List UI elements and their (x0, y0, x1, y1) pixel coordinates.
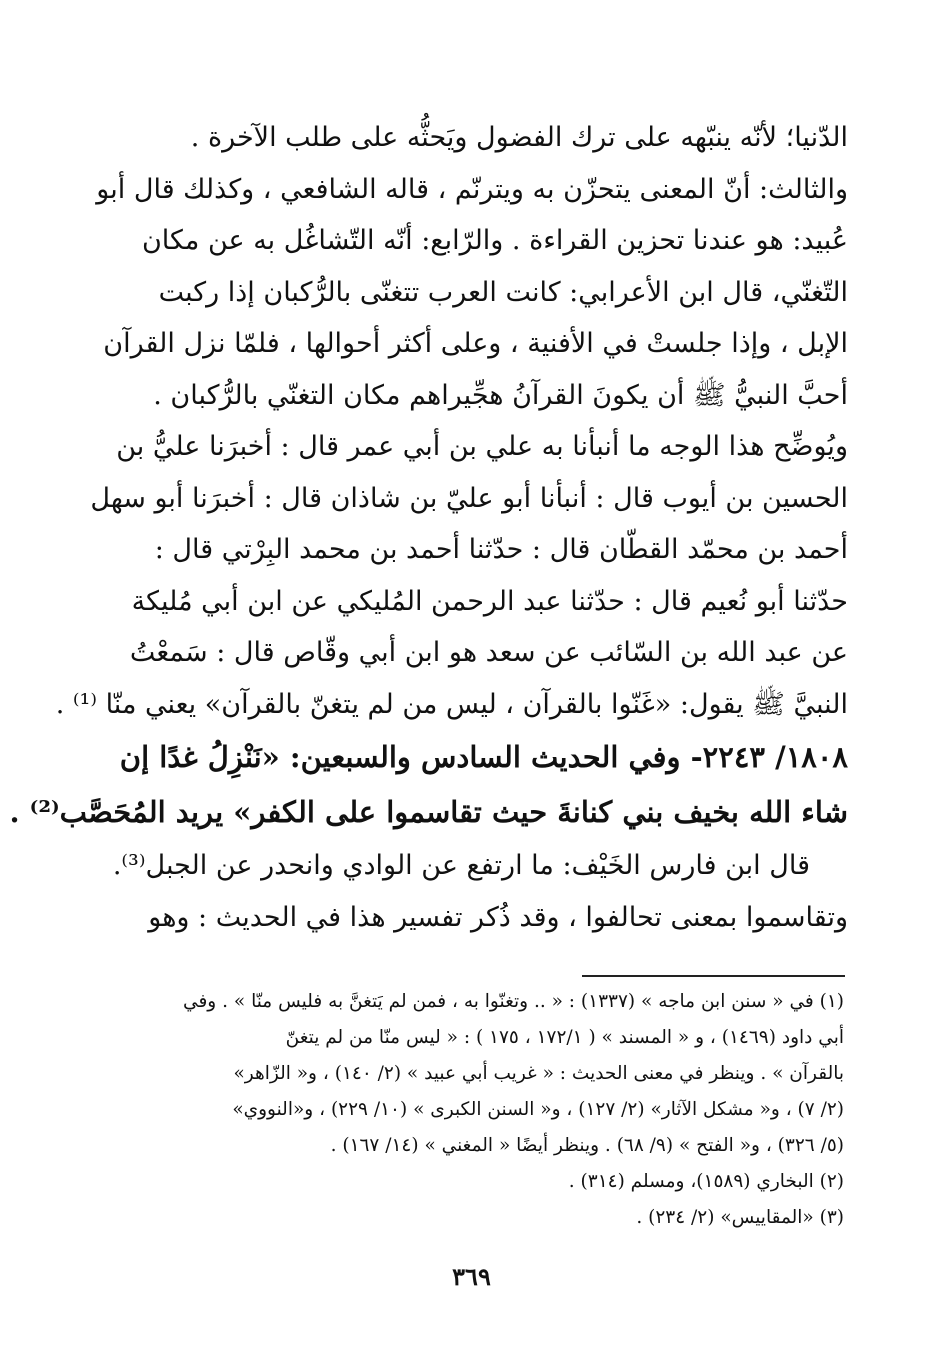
text-line: أحمد بن محمّد القطّان قال : حدّثنا أحمد بن محمد البِرْتي قال : (154, 534, 848, 565)
text-line: عن عبد الله بن السّائب عن سعد هو ابن أبي وقّاص قال : سَمعْتُ (129, 637, 848, 668)
footnote-line: (١) في « سنن ابن ماجه » (١٣٣٧) : « .. وتغنّوا به ، فمن لم يَتغنَّ به فليس منّا » . وفي (183, 991, 844, 1012)
text-line: الدّنيا؛ لأنّه ينبّهه على ترك الفضول ويَحثُّه على طلب الآخرة . (190, 122, 848, 153)
main-text (9, 112, 848, 943)
text-line: قال ابن فارس الخَيْف: ما ارتفع عن الوادي وانحدر عن الجبل⁽³⁾. (112, 850, 810, 881)
footnote-separator (582, 975, 845, 977)
text-line: أحبَّ النبيُّ ﷺ أن يكونَ القرآنُ هجِّيراهم مكان التغنّي بالرُّكبان . (153, 379, 848, 411)
text-line: عُبيد: هو عندنا تحزين القراءة . والرّابع: أنّه التّشاغُل به عن مكان (141, 225, 848, 256)
hadith-heading-line: شاء الله بخيف بني كنانةَ حيث تقاسموا على الكفر» يريد المُحَصَّب⁽²⁾ . (9, 795, 848, 829)
text-line: ويُوضِّح هذا الوجه ما أنبأنا به علي بن أبي عمر قال : أخبرَنا عليُّ بن (116, 431, 848, 462)
text-line: وتقاسموا بمعنى تحالفوا ، وقد ذُكر تفسير هذا في الحديث : وهو (148, 901, 848, 933)
text-line: النبيَّ ﷺ يقول: «غَنّوا بالقرآن ، ليس من لم يتغنّ بالقرآن» يعني منّا ⁽¹⁾ . (55, 688, 848, 720)
footnote-line: بالقرآن » . وينظر في معنى الحديث : « غريب أبي عبيد » (٢/ ١٤٠) ، و« الزّاهر» (233, 1063, 844, 1084)
footnotes (100, 984, 844, 1236)
footnote-line: (٣) «المقاييس» (٢/ ٢٣٤) . (636, 1207, 844, 1228)
footnote-line: (٢) البخاري (١٥٨٩)، ومسلم (٣١٤) . (568, 1171, 844, 1192)
page-number: ٣٦٩ (452, 1262, 491, 1291)
footnote-line: (٥/ ٣٢٦) ، و« الفتح » (٩/ ٦٨) . وينظر أيضًا « المغني » (١٤/ ١٦٧) . (330, 1135, 844, 1156)
text-line: التّغنّي، قال ابن الأعرابي: كانت العرب تتغنّى بالرُّكبان إذا ركبت (158, 276, 848, 308)
text-line: الإبل ، وإذا جلستْ في الأفنية ، وعلى أكثر أحوالها ، فلمّا نزل القرآن (103, 328, 848, 359)
hadith-heading-line: ١٨٠٨/ ٢٢٤٣- وفي الحديث السادس والسبعين: «نَنْزِلُ غدًا إن (119, 740, 848, 774)
text-line: حدّثنا أبو نُعيم قال : حدّثنا عبد الرحمن المُليكي عن ابن أبي مُليكة (131, 585, 848, 617)
footnote-line: أبي داود (١٤٦٩) ، و « المسند » ( ١٧٢/١ ، ١٧٥ ) : « ليس منّا من لم يتغنّ (285, 1027, 844, 1048)
text-line: الحسين بن أيوب قال : أنبأنا أبو عليّ بن شاذان قال : أخبرَنا أبو سهل (90, 482, 848, 514)
text-line: والثالث: أنّ المعنى يتحزّن به ويترنّم ، قاله الشافعي ، وكذلك قال أبو (96, 173, 848, 205)
footnote-line: (٢/ ٧) ، و« مشكل الآثار» (٢/ ١٢٧) ، و« السنن الكبرى » (١٠/ ٢٢٩) ، و«النووي» (232, 1099, 844, 1120)
